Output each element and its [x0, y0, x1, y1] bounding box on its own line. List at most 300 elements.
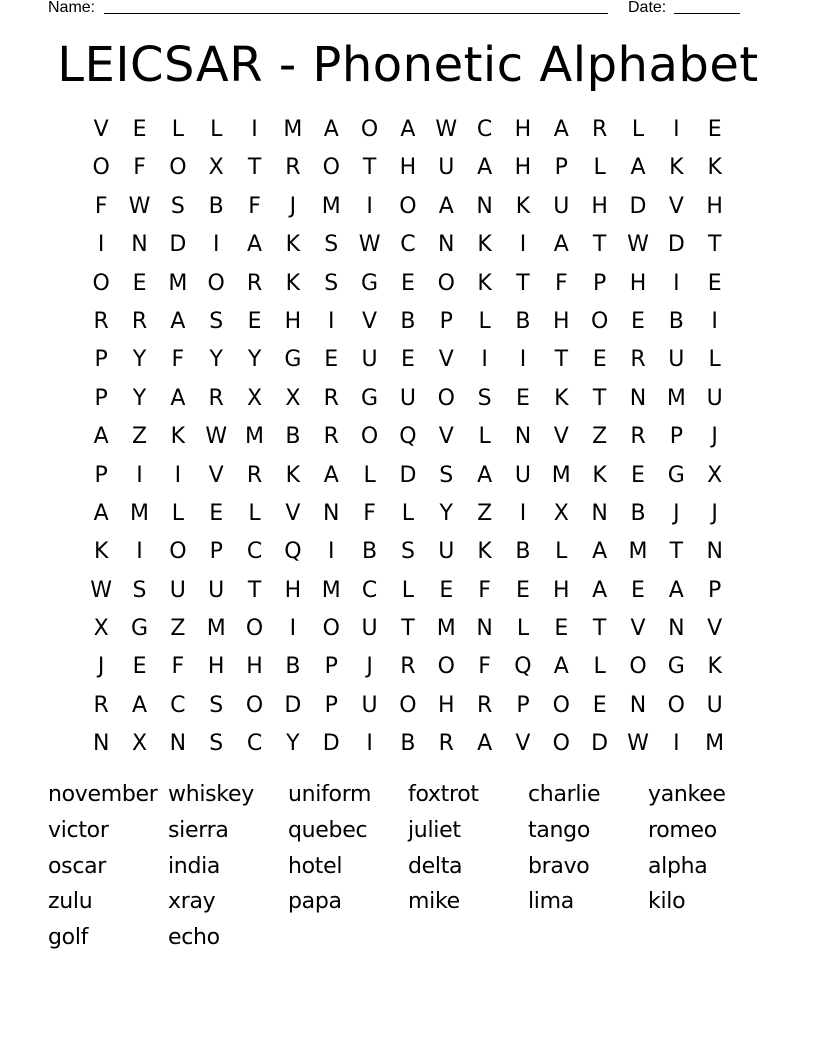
grid-letter: U — [361, 347, 378, 373]
grid-letter: O — [360, 424, 379, 450]
grid-letter: Y — [132, 385, 147, 411]
grid-letter: P — [708, 577, 722, 603]
grid-letter: K — [93, 539, 109, 565]
grid-letter: A — [553, 232, 569, 258]
word-list-item: alpha — [648, 853, 708, 879]
name-blank-line — [104, 13, 608, 14]
grid-letter: U — [514, 462, 531, 488]
grid-letter: T — [247, 155, 262, 181]
grid-letter: I — [481, 347, 488, 373]
grid-letter: H — [629, 270, 647, 296]
grid-letter: O — [169, 155, 187, 181]
grid-letter: O — [437, 270, 455, 296]
grid-letter: I — [289, 616, 297, 642]
grid-row — [82, 149, 734, 187]
grid-letter: A — [93, 424, 109, 450]
grid-letter: A — [323, 117, 339, 142]
grid-letter: T — [592, 232, 607, 258]
grid-letter: G — [130, 616, 149, 642]
grid-letter: J — [366, 654, 373, 680]
grid-letter: V — [208, 462, 224, 488]
grid-letter: R — [476, 692, 493, 718]
grid-letter: M — [168, 270, 188, 296]
grid-letter: K — [707, 155, 722, 181]
grid-letter: H — [553, 308, 570, 334]
grid-letter: H — [207, 654, 225, 680]
grid-row — [82, 610, 734, 648]
grid-letter: K — [592, 462, 607, 488]
grid-letter: B — [630, 500, 646, 526]
grid-letter: U — [438, 155, 455, 181]
grid-letter: S — [209, 308, 224, 334]
grid-letter: H — [514, 155, 532, 181]
grid-letter: R — [246, 462, 263, 488]
grid-letter: N — [323, 500, 340, 526]
grid-letter: F — [554, 270, 568, 296]
grid-letter: K — [285, 232, 301, 258]
grid-letter: M — [321, 193, 341, 219]
word-list-item: mike — [408, 889, 460, 915]
grid-letter: I — [519, 347, 527, 373]
grid-letter: S — [170, 193, 185, 219]
grid-letter: X — [247, 385, 263, 411]
grid-letter: H — [246, 654, 263, 680]
grid-letter: E — [132, 117, 147, 142]
grid-letter: Z — [592, 424, 608, 450]
word-list-item: foxtrot — [408, 782, 479, 807]
word-list-item: echo — [168, 925, 220, 951]
grid-letter: V — [630, 616, 646, 642]
grid-letter: U — [208, 577, 225, 603]
grid-letter: F — [171, 654, 185, 680]
grid-letter: K — [707, 654, 722, 680]
word-list-item: uniform — [288, 782, 372, 807]
grid-letter: P — [324, 692, 338, 718]
grid-letter: E — [631, 462, 645, 488]
grid-letter: P — [439, 308, 453, 334]
grid-letter: E — [324, 347, 339, 373]
grid-row — [82, 226, 734, 264]
grid-letter: N — [591, 500, 608, 526]
grid-letter: B — [400, 731, 416, 757]
grid-letter: H — [284, 577, 302, 603]
word-list-item: kilo — [648, 889, 686, 915]
grid-letter: L — [593, 155, 606, 181]
grid-letter: E — [132, 270, 147, 296]
grid-letter: W — [358, 232, 381, 258]
grid-letter: E — [631, 577, 645, 603]
grid-letter: D — [399, 462, 417, 488]
grid-letter: E — [516, 577, 530, 603]
grid-letter: S — [477, 385, 492, 411]
grid-letter: O — [169, 539, 187, 565]
grid-letter: O — [207, 270, 225, 296]
grid-letter: S — [209, 692, 224, 718]
grid-letter: Y — [247, 347, 262, 373]
grid-letter: L — [555, 539, 568, 565]
grid-letter: R — [285, 155, 301, 181]
grid-letter: T — [669, 539, 684, 565]
grid-letter: P — [94, 462, 108, 488]
grid-letter: L — [631, 117, 645, 142]
grid-letter: W — [627, 232, 649, 258]
grid-letter: L — [593, 654, 606, 680]
grid-letter: O — [437, 654, 455, 680]
grid-row — [82, 648, 734, 686]
grid-letter: I — [251, 117, 258, 142]
grid-row — [82, 495, 734, 533]
grid-letter: G — [667, 462, 685, 488]
grid-letter: V — [515, 731, 531, 757]
grid-letter: L — [708, 347, 721, 373]
grid-letter: Q — [284, 539, 302, 565]
grid-letter: A — [323, 462, 339, 488]
word-list-item: quebec — [288, 817, 368, 843]
grid-letter: B — [285, 654, 301, 680]
grid-letter: E — [132, 654, 147, 680]
grid-letter: L — [210, 117, 223, 142]
grid-letter: T — [592, 616, 607, 642]
grid-letter: I — [174, 462, 182, 488]
page-title: LEICSAR - Phonetic Alphabet — [57, 37, 759, 93]
grid-letter: M — [436, 616, 456, 642]
grid-row — [82, 418, 734, 456]
grid-letter: D — [667, 232, 685, 258]
grid-letter: L — [401, 577, 415, 603]
grid-letter: V — [668, 193, 684, 219]
grid-letter: D — [284, 692, 302, 718]
grid-letter: X — [707, 462, 723, 488]
grid-letter: N — [706, 539, 723, 565]
word-list-item: november — [48, 782, 158, 807]
grid-letter: I — [673, 731, 680, 757]
header — [0, 0, 816, 18]
grid-letter: Q — [514, 654, 532, 680]
grid-letter: K — [477, 539, 492, 565]
grid-letter: V — [93, 117, 109, 142]
grid-letter: C — [361, 577, 378, 603]
word-list-item: victor — [48, 817, 109, 843]
grid-letter: A — [630, 155, 646, 181]
grid-row — [82, 341, 734, 379]
grid-letter: E — [516, 385, 530, 411]
word-list-item: sierra — [168, 817, 229, 843]
grid-letter: K — [554, 385, 569, 411]
grid-letter: O — [92, 270, 110, 296]
grid-letter: G — [361, 385, 379, 411]
grid-letter: S — [132, 577, 147, 603]
word-list-item: charlie — [528, 782, 601, 807]
grid-letter: S — [439, 462, 454, 488]
grid-row — [82, 111, 734, 149]
grid-letter: Y — [286, 731, 300, 757]
grid-letter: V — [438, 347, 454, 373]
grid-letter: M — [206, 616, 226, 642]
grid-letter: K — [477, 270, 492, 296]
grid-letter: T — [516, 270, 530, 296]
grid-letter: N — [169, 731, 187, 757]
grid-letter: C — [476, 117, 493, 142]
grid-letter: B — [400, 308, 416, 334]
grid-row — [82, 572, 734, 610]
grid-letter: E — [400, 347, 415, 373]
grid-letter: N — [629, 385, 647, 411]
word-list-item: oscar — [48, 853, 107, 879]
grid-letter: X — [208, 155, 224, 181]
word-list-item: juliet — [408, 817, 461, 843]
grid-letter: M — [321, 577, 341, 603]
grid-letter: H — [437, 692, 455, 718]
grid-letter: I — [366, 731, 373, 757]
grid-letter: W — [205, 424, 228, 450]
grid-letter: D — [591, 731, 609, 757]
grid-letter: I — [97, 232, 105, 258]
grid-letter: R — [208, 385, 224, 411]
grid-letter: R — [591, 117, 608, 142]
grid-letter: A — [477, 155, 493, 181]
grid-letter: I — [327, 308, 335, 334]
grid-letter: T — [362, 155, 377, 181]
word-list-item: delta — [408, 853, 463, 879]
grid-letter: M — [666, 385, 686, 411]
grid-letter: S — [324, 270, 339, 296]
grid-letter: T — [592, 385, 607, 411]
grid-letter: P — [209, 539, 223, 565]
word-list-item: papa — [288, 889, 342, 915]
grid-letter: O — [360, 117, 379, 142]
grid-letter: E — [631, 308, 645, 334]
grid-letter: L — [171, 500, 184, 526]
grid-letter: O — [245, 692, 264, 718]
grid-letter: B — [285, 424, 301, 450]
grid-letter: A — [592, 577, 608, 603]
grid-letter: U — [399, 385, 416, 411]
grid-letter: U — [169, 577, 186, 603]
grid-letter: S — [209, 731, 224, 757]
grid-letter: N — [476, 193, 493, 219]
word-list-item: lima — [528, 889, 574, 915]
grid-letter: E — [707, 117, 722, 142]
grid-letter: Z — [131, 424, 148, 450]
grid-letter: X — [131, 731, 148, 757]
grid-letter: U — [668, 347, 685, 373]
grid-letter: I — [673, 270, 680, 296]
grid-letter: B — [515, 539, 531, 565]
grid-letter: R — [323, 424, 339, 450]
grid-row — [82, 687, 734, 725]
grid-letter: N — [476, 616, 493, 642]
grid-letter: F — [94, 193, 108, 219]
grid-letter: J — [711, 500, 718, 526]
grid-letter: R — [93, 692, 109, 718]
grid-letter: K — [285, 270, 301, 296]
grid-letter: A — [553, 654, 569, 680]
grid-letter: D — [169, 232, 187, 258]
grid-letter: T — [401, 616, 415, 642]
grid-letter: L — [401, 500, 415, 526]
grid-letter: E — [400, 270, 415, 296]
grid-row — [82, 188, 734, 226]
grid-letter: Y — [132, 347, 147, 373]
grid-letter: D — [322, 731, 340, 757]
grid-letter: M — [628, 539, 648, 565]
grid-letter: U — [438, 539, 455, 565]
grid-letter: O — [437, 385, 455, 411]
grid-letter: E — [592, 692, 607, 718]
grid-letter: A — [477, 462, 493, 488]
grid-letter: I — [366, 193, 373, 219]
grid-letter: M — [283, 117, 303, 142]
grid-letter: A — [592, 539, 608, 565]
grid-letter: F — [248, 193, 261, 219]
grid-letter: R — [246, 270, 263, 296]
word-list-item: hotel — [288, 853, 343, 879]
grid-letter: F — [171, 347, 185, 373]
grid-letter: J — [673, 500, 680, 526]
grid-letter: C — [170, 692, 186, 718]
grid-letter: K — [669, 155, 684, 181]
grid-letter: H — [399, 155, 417, 181]
grid-letter: A — [170, 308, 186, 334]
word-list-item: yankee — [648, 782, 726, 807]
grid-letter: K — [477, 232, 492, 258]
grid-letter: E — [439, 577, 454, 603]
grid-letter: A — [400, 117, 416, 142]
grid-letter: O — [92, 155, 110, 181]
grid-letter: H — [284, 308, 302, 334]
grid-letter: K — [515, 193, 531, 219]
grid-letter: L — [171, 117, 184, 142]
grid-letter: A — [170, 385, 186, 411]
grid-letter: F — [478, 654, 491, 680]
grid-letter: I — [136, 462, 143, 488]
grid-letter: R — [131, 308, 148, 334]
grid-letter: T — [247, 577, 262, 603]
word-list — [48, 777, 768, 956]
grid-letter: J — [289, 193, 297, 219]
grid-letter: U — [553, 193, 570, 219]
grid-letter: O — [322, 155, 340, 181]
word-list-item: india — [168, 853, 221, 879]
grid-letter: N — [131, 232, 148, 258]
grid-letter: V — [285, 500, 301, 526]
grid-letter: P — [669, 424, 683, 450]
grid-letter: N — [629, 692, 647, 718]
grid-letter: V — [707, 616, 723, 642]
word-list-item: golf — [48, 925, 89, 951]
grid-letter: G — [284, 347, 302, 373]
grid-letter: L — [478, 424, 491, 450]
grid-letter: B — [362, 539, 378, 565]
name-label: Name: — [48, 0, 96, 16]
grid-letter: V — [553, 424, 569, 450]
grid-letter: Y — [209, 347, 223, 373]
grid-letter: E — [592, 347, 607, 373]
grid-letter: W — [90, 577, 113, 603]
grid-row — [82, 303, 734, 341]
grid-letter: I — [711, 308, 718, 334]
grid-letter: L — [478, 308, 491, 334]
date-blank-line — [674, 13, 740, 14]
grid-letter: A — [553, 117, 569, 142]
grid-letter: J — [97, 654, 105, 680]
grid-letter: H — [591, 193, 608, 219]
grid-letter: P — [554, 155, 568, 181]
grid-letter: O — [399, 193, 417, 219]
grid-letter: B — [208, 193, 224, 219]
grid-letter: V — [362, 308, 378, 334]
grid-letter: A — [131, 692, 148, 718]
grid-letter: V — [438, 424, 454, 450]
grid-letter: A — [477, 731, 493, 757]
grid-letter: P — [516, 692, 530, 718]
grid-letter: U — [706, 385, 723, 411]
grid-letter: R — [630, 424, 646, 450]
grid-letter: O — [629, 654, 647, 680]
grid-letter: P — [94, 385, 108, 411]
grid-letter: I — [212, 232, 220, 258]
grid-letter: R — [93, 308, 109, 334]
grid-letter: O — [590, 308, 609, 334]
word-list-item: tango — [528, 817, 590, 843]
grid-letter: M — [551, 462, 571, 488]
word-list-item: bravo — [528, 853, 590, 879]
letter-grid — [82, 111, 734, 764]
word-list-item: whiskey — [168, 782, 254, 807]
grid-letter: A — [247, 232, 263, 258]
grid-letter: U — [706, 692, 723, 718]
grid-letter: O — [245, 616, 264, 642]
grid-letter: Y — [439, 500, 453, 526]
grid-letter: D — [629, 193, 647, 219]
grid-letter: R — [400, 654, 416, 680]
grid-letter: Q — [399, 424, 417, 450]
grid-letter: H — [514, 117, 532, 142]
grid-letter: B — [668, 308, 684, 334]
grid-letter: C — [246, 539, 263, 565]
grid-letter: O — [552, 692, 570, 718]
grid-row — [82, 457, 734, 495]
grid-letter: R — [630, 347, 646, 373]
grid-letter: X — [93, 616, 109, 642]
word-list-item: xray — [168, 889, 216, 915]
grid-letter: K — [285, 462, 301, 488]
grid-letter: F — [478, 577, 491, 603]
grid-letter: F — [363, 500, 376, 526]
grid-letter: I — [673, 117, 680, 142]
grid-row — [82, 265, 734, 303]
word-list-item: romeo — [648, 817, 717, 843]
grid-letter: H — [706, 193, 723, 219]
grid-letter: O — [322, 616, 340, 642]
date-label: Date: — [628, 0, 667, 16]
grid-letter: A — [668, 577, 684, 603]
grid-letter: B — [515, 308, 531, 334]
grid-letter: G — [667, 654, 685, 680]
grid-letter: I — [519, 500, 527, 526]
grid-letter: M — [245, 424, 265, 450]
grid-letter: O — [667, 692, 685, 718]
grid-letter: N — [92, 731, 110, 757]
grid-letter: N — [668, 616, 685, 642]
grid-letter: C — [246, 731, 263, 757]
grid-letter: O — [399, 692, 417, 718]
grid-letter: M — [130, 500, 149, 526]
grid-letter: F — [133, 155, 146, 181]
word-list-item: zulu — [48, 889, 93, 915]
grid-letter: E — [707, 270, 722, 296]
grid-letter: E — [247, 308, 262, 334]
